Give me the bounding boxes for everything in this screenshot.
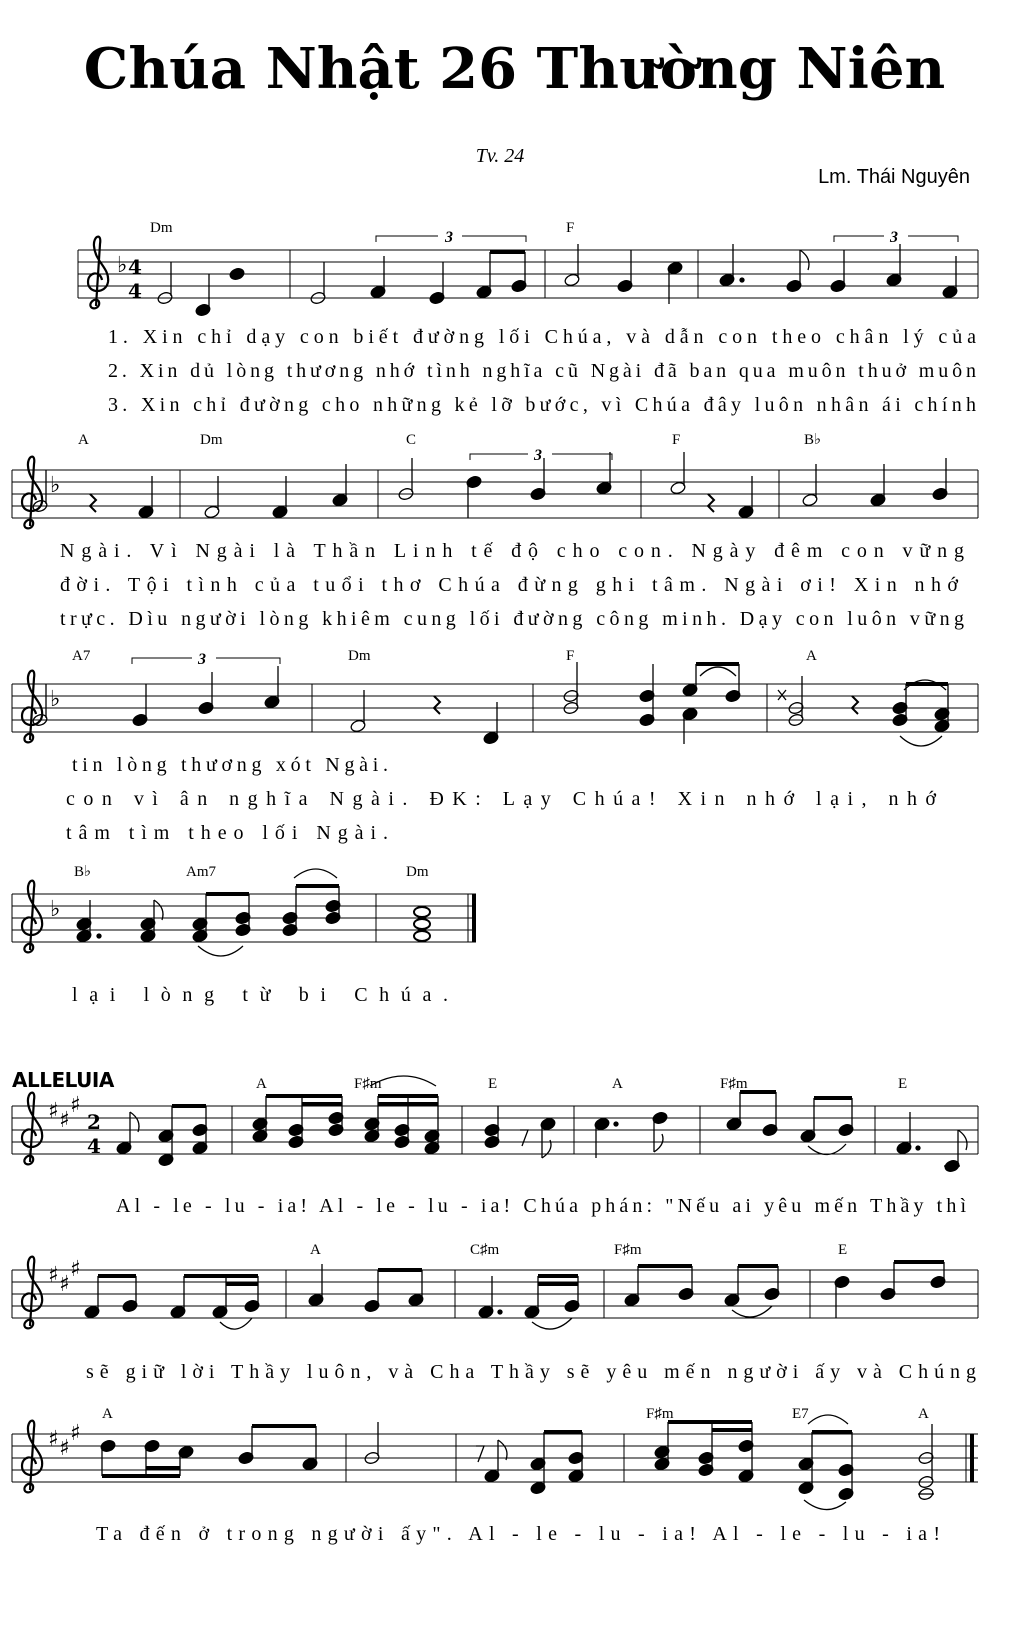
chord-symbol: B♭	[804, 432, 822, 448]
sharp-accidental: ♯	[59, 1272, 70, 1297]
sharp-accidental: ♯	[59, 1436, 70, 1461]
chord-symbol: Dm	[200, 432, 223, 448]
lyric-verse-2: 2. Xin dủ lòng thương nhớ tình nghĩa cũ Ngài đã ban qua muôn thuở muôn	[108, 360, 976, 382]
chord-symbol: F♯m	[720, 1076, 748, 1092]
chord-symbol: F♯m	[646, 1406, 674, 1422]
tuplet-bracket	[376, 236, 958, 242]
chord-symbol: A	[102, 1406, 113, 1422]
flat-accidental: ♭	[50, 687, 61, 712]
lyrics-system-3	[66, 754, 936, 844]
composer: Lm. Thái Nguyên	[818, 166, 970, 188]
sharp-accidental: ♯	[59, 1108, 70, 1133]
lyrics-system-1	[108, 326, 976, 416]
lyric-verse-3: trực. Dìu người lòng khiêm cung lối đường công minh. Dạy con luôn vững	[60, 608, 965, 630]
sharp-accidental: ♯	[48, 1263, 59, 1288]
chord-symbol: A	[612, 1076, 623, 1092]
notes-alleluia-3	[100, 1415, 935, 1510]
chord-symbol: F	[566, 648, 575, 664]
sharp-accidental: ♯	[70, 1257, 81, 1282]
chord-symbol: A	[918, 1406, 929, 1422]
chord-symbol: Dm	[150, 220, 173, 236]
chord-symbol: A	[806, 648, 817, 664]
chord-symbol: C♯m	[470, 1242, 500, 1258]
lyric-verse-1: tin lòng thương xót Ngài.	[72, 754, 389, 776]
flat-accidental: ♭	[50, 897, 61, 922]
chord-symbol: Am7	[186, 864, 216, 880]
notes-system-3	[32, 662, 951, 746]
chord-symbol: A	[310, 1242, 321, 1258]
sharp-accidental: ♯	[70, 1093, 81, 1118]
chord-symbol: E	[898, 1076, 908, 1092]
chord-symbol: F♯m	[354, 1076, 382, 1092]
time-sig-bottom: 4	[128, 279, 142, 303]
notes-alleluia-1	[116, 1076, 967, 1173]
lyric-verse-1: Ngài. Vì Ngài là Thần Linh tế độ cho con. Ngày đêm con vững	[60, 540, 965, 562]
tuplet-number: 3	[445, 229, 453, 246]
tuplet-number: 3	[890, 229, 898, 246]
sharp-accidental: ♯	[48, 1427, 59, 1452]
alleluia-heading: ALLELUIA	[12, 1068, 114, 1092]
song-title: Chúa Nhật 26 Thường Niên	[83, 36, 946, 102]
staff-system-3	[12, 684, 978, 732]
lyric-verse-2: đời. Tội tình của tuổi thơ Chúa đừng ghi tâm. Ngài ơi! Xin nhớ	[60, 574, 958, 596]
chord-symbol: F	[566, 220, 575, 236]
chord-symbol: E	[838, 1242, 848, 1258]
time-sig-top: 4	[128, 255, 142, 279]
chord-symbol: F	[672, 432, 681, 448]
chord-symbol: E	[488, 1076, 498, 1092]
time-sig-bottom: 4	[87, 1134, 101, 1158]
alleluia-staff-2	[12, 1270, 978, 1318]
tuplet-number: 3	[534, 447, 542, 464]
lyric-verse-3: tâm tìm theo lối Ngài.	[66, 822, 388, 844]
staff-system-1	[78, 250, 978, 298]
lyrics-system-2	[60, 540, 964, 630]
notes-system-2	[32, 452, 949, 519]
time-sig-top: 2	[87, 1110, 101, 1134]
sharp-accidental: ♯	[70, 1421, 81, 1446]
tuplet-bracket	[132, 658, 280, 664]
staff-system-2	[12, 470, 978, 518]
chord-symbol: C	[406, 432, 417, 448]
alleluia-lyric-line-1: Al - le - lu - ia! Al - le - lu - ia! Chúa phán: "Nếu ai yêu mến Thầy thì	[116, 1195, 966, 1217]
chord-symbol: A	[256, 1076, 267, 1092]
lyric-verse-1: lại lòng từ bi Chúa.	[72, 984, 449, 1006]
lyric-verse-3: 3. Xin chỉ đường cho những kẻ lỡ bước, vì Chúa đây luôn nhân ái chính	[108, 394, 976, 416]
sharp-accidental: ♯	[48, 1099, 59, 1124]
chord-symbol: B♭	[74, 864, 92, 880]
chord-symbol: E7	[792, 1406, 809, 1422]
chord-symbol: Dm	[406, 864, 429, 880]
notes-system-1	[157, 244, 959, 317]
flat-accidental: ♭	[117, 253, 128, 278]
tuplet-number: 3	[198, 651, 206, 668]
psalm-reference: Tv. 24	[475, 145, 525, 167]
chord-symbol: Dm	[348, 648, 371, 664]
chord-symbol: A7	[72, 648, 91, 664]
alleluia-lyric-line-3: Ta đến ở trong người ấy". Al - le - lu - ia! Al - le - lu - ia!	[96, 1523, 940, 1545]
alleluia-lyric-line-2: sẽ giữ lời Thầy luôn, và Cha Thầy sẽ yêu mến người ấy và Chúng	[86, 1361, 976, 1383]
lyric-verse-1: 1. Xin chỉ dạy con biết đường lối Chúa, và dẫn con theo chân lý của	[108, 326, 976, 348]
flat-accidental: ♭	[50, 473, 61, 498]
chord-symbol: A	[78, 432, 89, 448]
notes-alleluia-2	[84, 1262, 947, 1329]
lyric-verse-2: con vì ân nghĩa Ngài. ĐK: Lạy Chúa! Xin nhớ lại, nhớ	[66, 788, 937, 810]
notes-system-4	[76, 869, 430, 956]
chord-symbol: F♯m	[614, 1242, 642, 1258]
